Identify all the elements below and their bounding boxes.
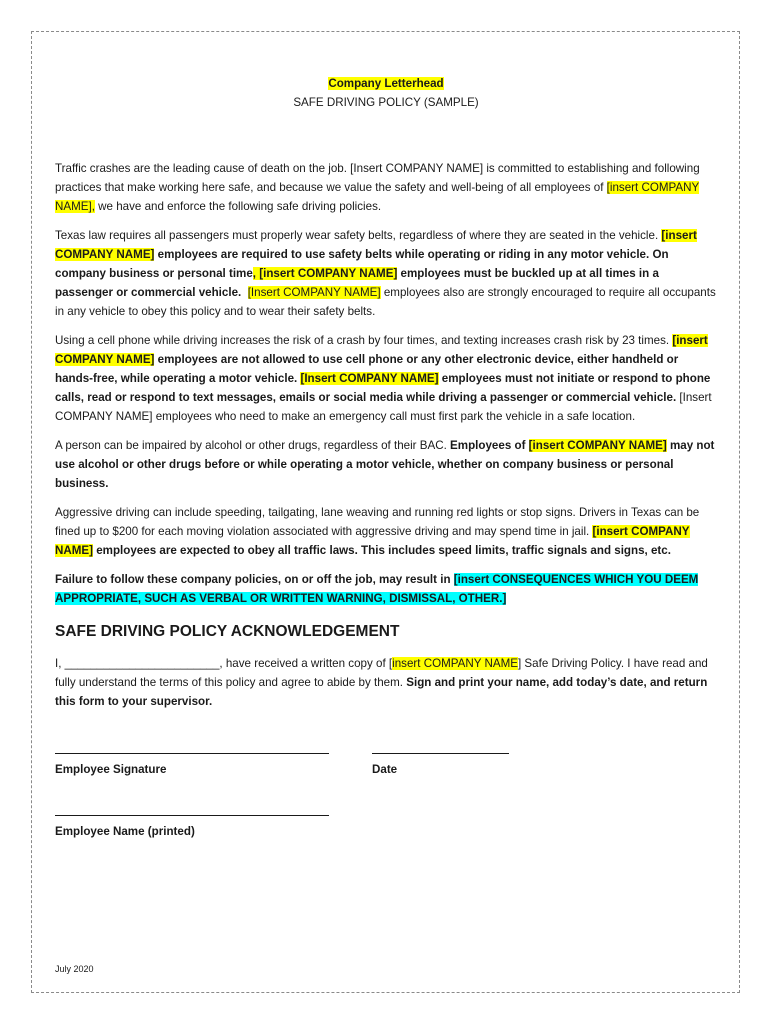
text-run: ] Safe Driving Policy. I have read and fully understand the terms of this policy and agree to abide by them. [55, 657, 708, 689]
company-name-placeholder: , [insert COMPANY NAME] [252, 267, 398, 280]
date-field[interactable] [372, 753, 509, 779]
employee-name-field[interactable] [55, 815, 329, 841]
document-body [55, 74, 717, 855]
employee-name-label: Employee Name (printed) [55, 825, 195, 838]
text-run: Traffic crashes are the leading cause of death on the job. [Insert COMPANY NAME] is committed to establishing and following practices that make working here safe, and because we value the safety and well-being of all employees of [55, 162, 700, 194]
text-run: employees must not initiate or respond to phone calls, read or respond to text messages, emails or social media while driving a passenger or commercial vehicle. [55, 372, 711, 404]
footer-date: July 2020 [55, 964, 94, 974]
company-name-placeholder: [Insert COMPANY NAME] [300, 372, 439, 385]
text-run: A person can be impaired by alcohol or other drugs, regardless of their BAC. [55, 439, 451, 452]
paragraph-cell-phone [55, 331, 717, 426]
text-run: employees also are strongly encouraged to require all occupants in any vehicle to obey this policy and to wear their safety belts. [55, 286, 716, 318]
letterhead-text: Company Letterhead [328, 77, 444, 90]
text-run: Texas law requires all passengers must properly wear safety belts, regardless of where they are seated in the vehicle. [55, 229, 662, 242]
company-name-placeholder: [insert COMPANY NAME] [528, 439, 667, 452]
signature-row [55, 753, 717, 793]
text-run: Failure to follow these company policies, on or off the job, may result in [55, 573, 454, 586]
text-run: [Insert COMPANY NAME] employees who need to make an emergency call must first park the vehicle in a safe location. [55, 391, 712, 423]
letterhead [55, 74, 717, 93]
printed-name-line [55, 815, 329, 816]
signature-line [55, 753, 329, 754]
paragraph-consequences [55, 570, 717, 608]
employee-signature-label: Employee Signature [55, 763, 167, 776]
text-run: we have and enforce the following safe driving policies. [94, 200, 382, 213]
company-name-placeholder: [insert COMPANY NAME], [55, 181, 700, 213]
acknowledgement-text [55, 654, 717, 711]
text-run: employees must be buckled up at all times in a passenger or commercial vehicle. [55, 267, 659, 299]
text-run: Employees of [450, 439, 529, 452]
text-run: employees are not allowed to use cell phone or any other electronic device, either handheld or hands-free, while operating a motor vehicle. [55, 353, 679, 385]
company-name-placeholder: [insert COMPANY NAME] [55, 334, 708, 366]
text-run: Aggressive driving can include speeding, tailgating, lane weaving and running red lights or stop signs. Drivers in Texas can be fined up to $200 for each moving violation associated with aggressive driving and may spend time in jail. [55, 506, 700, 538]
consequences-placeholder: [insert CONSEQUENCES WHICH YOU DEEM APPROPRIATE, SUCH AS VERBAL OR WRITTEN WARNING, DISMISSAL, OTHER.] [55, 573, 699, 605]
company-name-placeholder: [insert COMPANY NAME] [55, 229, 697, 261]
text-run: I, ________________________, have received a written copy of [ [55, 657, 393, 670]
printed-name-row [55, 815, 717, 855]
date-label: Date [372, 763, 398, 776]
text-run: may not use alcohol or other drugs before or while operating a motor vehicle, whether on company business or personal business. [55, 439, 715, 490]
paragraph-aggressive-driving [55, 503, 717, 560]
text-run: employees are required to use safety belts while operating or riding in any motor vehicle. On company business or personal time [55, 248, 669, 280]
company-name-placeholder: [Insert COMPANY NAME] [247, 286, 381, 299]
paragraph-safety-belts [55, 226, 717, 321]
company-name-placeholder: [insert COMPANY NAME] [55, 525, 690, 557]
date-line [372, 753, 509, 754]
page-title: SAFE DRIVING POLICY (SAMPLE) [293, 96, 479, 109]
acknowledgement-title: SAFE DRIVING POLICY ACKNOWLEDGEMENT [55, 623, 400, 640]
employee-signature-field[interactable] [55, 753, 329, 779]
text-run: Sign and print your name, add today’s date, and return this form to your supervisor. [55, 676, 708, 708]
paragraph-intro [55, 159, 717, 216]
text-run: Using a cell phone while driving increases the risk of a crash by four times, and texting increases crash risk by 23 times. [55, 334, 673, 347]
paragraph-alcohol [55, 436, 717, 493]
text-run: employees are expected to obey all traffic laws. This includes speed limits, traffic signals and signs, etc. [93, 544, 671, 557]
company-name-placeholder: insert COMPANY NAME [392, 657, 518, 670]
